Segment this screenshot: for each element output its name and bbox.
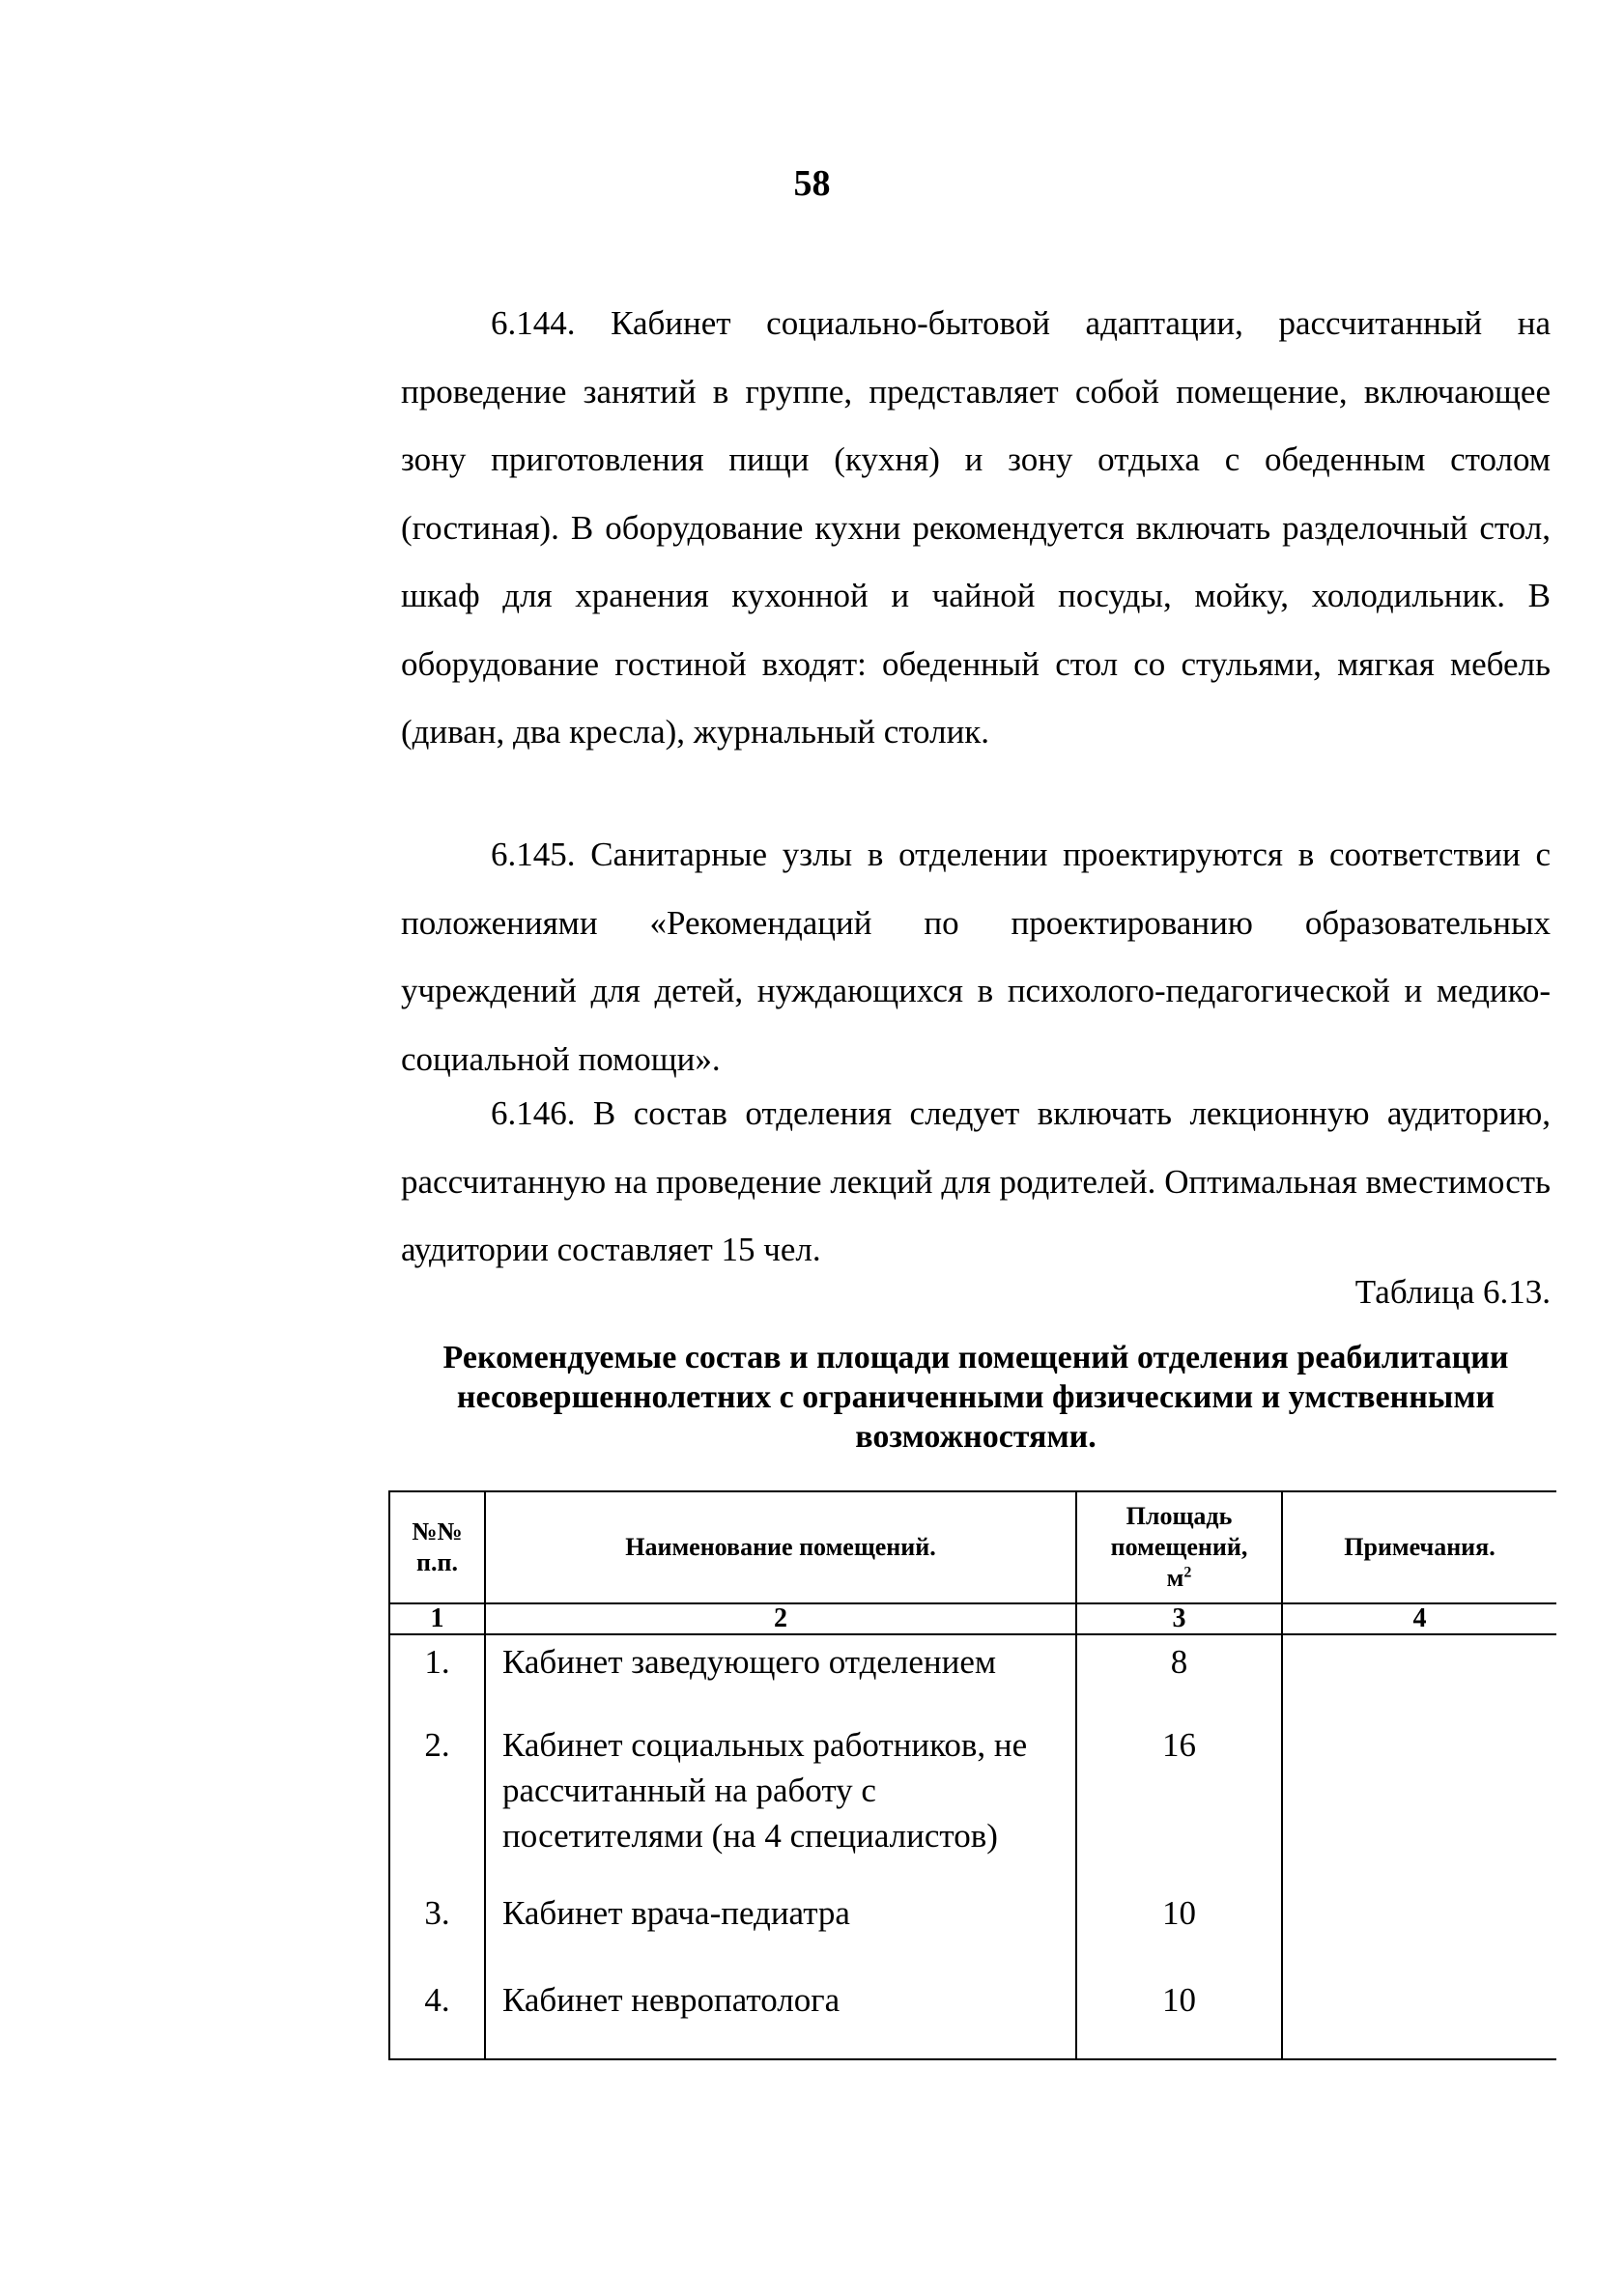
room-area: 10 <box>1076 1973 1282 2059</box>
room-notes <box>1282 1634 1556 1718</box>
room-notes <box>1282 1973 1556 2059</box>
table-row <box>389 1886 1556 1973</box>
paragraph-6-144: 6.144. Кабинет социально-бытовой адаптации, рассчитанный на проведение занятий в группе, представляет собой помещение, включающее зону приготовления пищи (кухня) и зону отдыха с обеденным столом (гостиная). В оборудование кухни рекомендуется включать разделочный стол, шкаф для хранения кухонной и чайной посуды, мойку, холодильник. В оборудование гостиной входят: обеденный стол со стульями, мягкая мебель (диван, два кресла), журнальный столик. <box>401 304 1551 751</box>
header-area-line2: помещений, <box>1110 1533 1248 1561</box>
paragraph-6-146: 6.146. В состав отделения следует включать лекционную аудиторию, рассчитанную на проведение лекций для родителей. Оптимальная вместимость аудитории составляет 15 чел. <box>401 1094 1551 1268</box>
column-number: 4 <box>1282 1603 1556 1634</box>
header-area-unit-sup: 2 <box>1183 1564 1192 1581</box>
column-number: 3 <box>1076 1603 1282 1634</box>
row-number: 1. <box>389 1634 485 1718</box>
header-num-line2: п.п. <box>416 1548 458 1576</box>
row-number: 4. <box>389 1973 485 2059</box>
room-area: 16 <box>1076 1718 1282 1886</box>
room-name: Кабинет социальных работников, не рассчитанный на работу с посетителями (на 4 специалистов) <box>485 1718 1076 1886</box>
table-caption: Таблица 6.13. <box>1354 1273 1551 1311</box>
header-notes: Примечания. <box>1282 1491 1556 1603</box>
table-title: Рекомендуемые состав и площади помещений отделения реабилитации несовершеннолетних с ограниченными физическими и умственными возможностями. <box>442 1340 1509 1455</box>
room-name: Кабинет невропатолога <box>485 1973 1076 2059</box>
rooms-table <box>388 1490 1555 2060</box>
column-number: 2 <box>485 1603 1076 1634</box>
room-name: Кабинет заведующего отделением <box>485 1634 1076 1718</box>
header-num-line1: №№ <box>412 1517 463 1545</box>
page-number: 58 <box>793 163 831 204</box>
header-num <box>389 1491 485 1603</box>
header-area <box>1076 1491 1282 1603</box>
column-number: 1 <box>389 1603 485 1634</box>
table-row <box>389 1718 1556 1886</box>
room-area: 8 <box>1076 1634 1282 1718</box>
header-area-unit: м <box>1166 1564 1184 1592</box>
paragraph-6-145: 6.145. Санитарные узлы в отделении проектируются в соответствии с положениями «Рекомендаций по проектированию образовательных учреждений для детей, нуждающихся в психолого-педагогической и медико-социальной помощи». <box>401 836 1551 1078</box>
table-row <box>389 1973 1556 2059</box>
row-number: 3. <box>389 1886 485 1973</box>
room-notes <box>1282 1718 1556 1886</box>
header-name: Наименование помещений. <box>485 1491 1076 1603</box>
column-number-row <box>389 1603 1556 1634</box>
room-notes <box>1282 1886 1556 1973</box>
room-area: 10 <box>1076 1886 1282 1973</box>
room-name: Кабинет врача-педиатра <box>485 1886 1076 1973</box>
table-row <box>389 1634 1556 1718</box>
header-area-line1: Площадь <box>1125 1502 1233 1530</box>
table-header-row <box>389 1491 1556 1603</box>
row-number: 2. <box>389 1718 485 1886</box>
